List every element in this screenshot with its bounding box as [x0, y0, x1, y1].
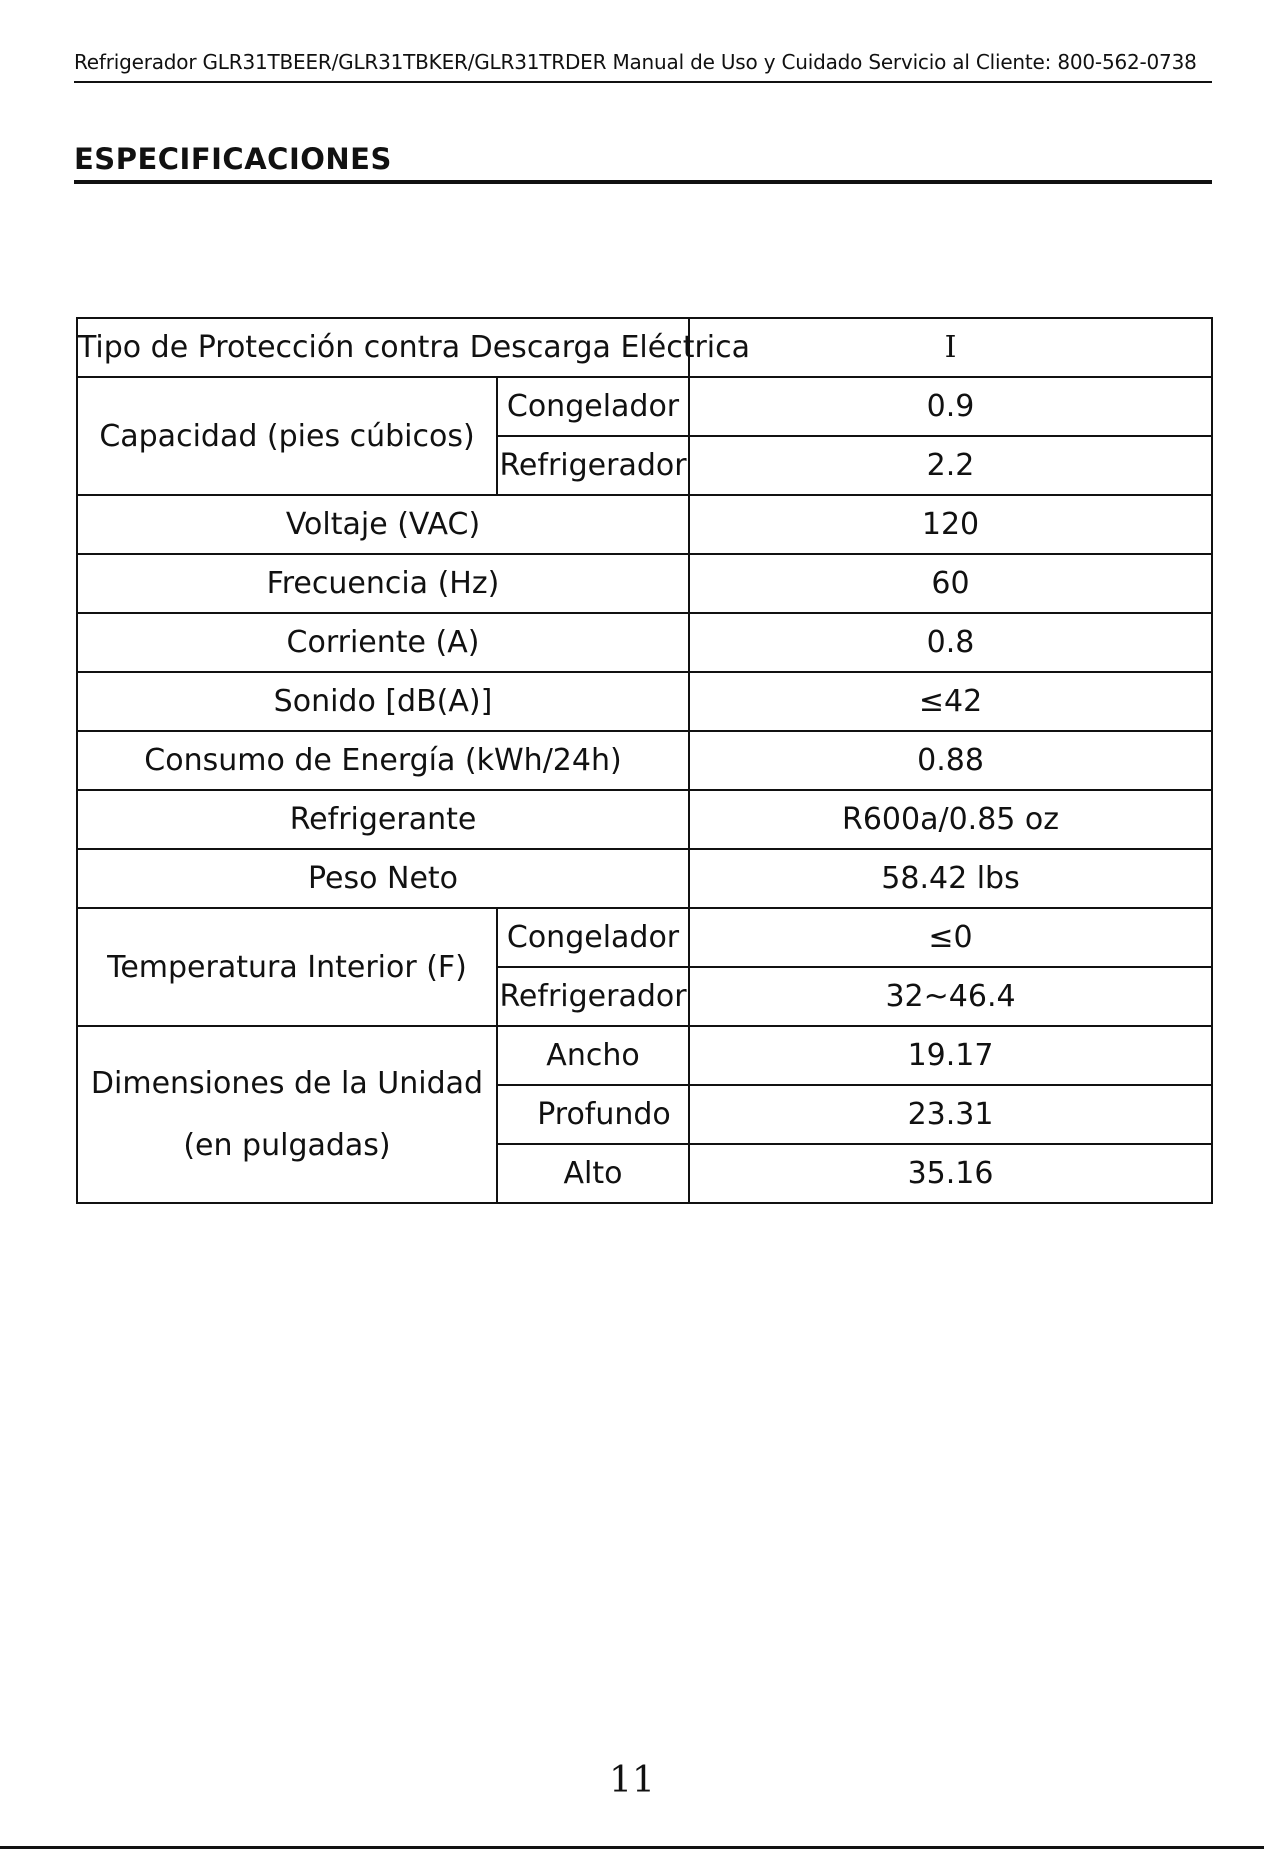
protection-value: I [689, 318, 1212, 377]
capacity-label: Capacidad (pies cúbicos) [77, 377, 497, 495]
net-weight-label: Peso Neto [77, 849, 689, 908]
capacity-freezer-label: Congelador [497, 377, 689, 436]
frequency-label: Frecuencia (Hz) [77, 554, 689, 613]
table-row [77, 908, 1212, 967]
depth-label: Profundo [497, 1085, 689, 1144]
table-row [77, 1026, 1212, 1085]
refrigerant-value: R600a/0.85 oz [689, 790, 1212, 849]
protection-label: Tipo de Protección contra Descarga Eléctrica [77, 318, 689, 377]
section-title: ESPECIFICACIONES [74, 142, 392, 176]
temperature-freezer-value: ≤0 [689, 908, 1212, 967]
refrigerant-label: Refrigerante [77, 790, 689, 849]
voltage-value: 120 [689, 495, 1212, 554]
table-row [77, 554, 1212, 613]
header-divider [74, 81, 1212, 83]
capacity-freezer-value: 0.9 [689, 377, 1212, 436]
depth-value: 23.31 [689, 1085, 1212, 1144]
table-row [77, 731, 1212, 790]
width-value: 19.17 [689, 1026, 1212, 1085]
dimensions-label [77, 1026, 497, 1203]
capacity-fridge-value: 2.2 [689, 436, 1212, 495]
sound-label: Sonido [dB(A)] [77, 672, 689, 731]
capacity-fridge-label: Refrigerador [497, 436, 689, 495]
running-header: Refrigerador GLR31TBEER/GLR31TBKER/GLR31TRDER Manual de Uso y Cuidado Servicio al Cliente: 800-562-0738 [74, 50, 1197, 74]
table-row [77, 790, 1212, 849]
temperature-label: Temperatura Interior (F) [77, 908, 497, 1026]
energy-value: 0.88 [689, 731, 1212, 790]
dimensions-label-line1: Dimensiones de la Unidad [90, 1065, 484, 1101]
dimensions-label-line2: (en pulgadas) [183, 1127, 391, 1163]
height-label: Alto [497, 1144, 689, 1203]
table-row [77, 849, 1212, 908]
energy-label: Consumo de Energía (kWh/24h) [77, 731, 689, 790]
sound-value: ≤42 [689, 672, 1212, 731]
table-row [77, 318, 1212, 377]
table-row [77, 613, 1212, 672]
page-number: 11 [609, 1760, 655, 1801]
net-weight-value: 58.42 lbs [689, 849, 1212, 908]
table-row [77, 672, 1212, 731]
current-value: 0.8 [689, 613, 1212, 672]
voltage-label: Voltaje (VAC) [77, 495, 689, 554]
frequency-value: 60 [689, 554, 1212, 613]
table-row [77, 377, 1212, 436]
temperature-fridge-label: Refrigerador [497, 967, 689, 1026]
table-row [77, 495, 1212, 554]
specifications-table [76, 317, 1213, 1204]
section-divider [74, 180, 1212, 184]
temperature-fridge-value: 32~46.4 [689, 967, 1212, 1026]
width-label: Ancho [497, 1026, 689, 1085]
current-label: Corriente (A) [77, 613, 689, 672]
temperature-freezer-label: Congelador [497, 908, 689, 967]
height-value: 35.16 [689, 1144, 1212, 1203]
